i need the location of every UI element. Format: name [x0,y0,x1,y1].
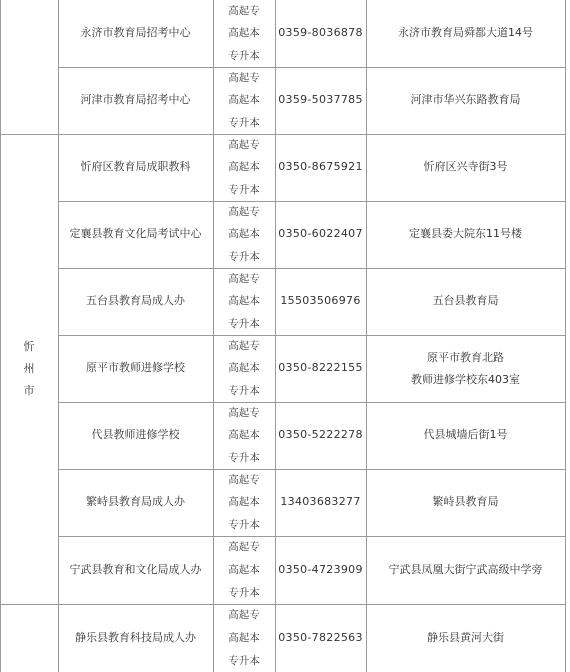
phone-cell: 0350-6022407 [278,227,363,241]
org-name-cell: 代县教师进修学校 [91,428,180,442]
address-cell [366,402,565,469]
education-level: 专升本 [228,384,260,397]
education-level: 专升本 [228,183,260,196]
phone-cell: 0350-4723909 [278,562,363,576]
education-levels-cell [213,402,275,469]
education-levels-cell [213,536,275,604]
phone-cell: 15503506976 [280,294,361,308]
phone-cell: 0350-5222278 [278,428,363,442]
education-level: 专升本 [228,654,260,667]
org-name-cell: 五台县教育局成人办 [86,294,185,308]
org-name-cell: 繁峙县教育局成人办 [86,495,185,509]
education-level: 高起专 [228,407,260,420]
education-level: 高起本 [228,496,260,509]
education-level: 高起本 [228,563,260,576]
education-level: 高起专 [228,72,260,85]
address-line: 忻府区兴寺街3号 [423,160,508,174]
education-level: 高起本 [228,161,260,174]
address-line: 原平市教育北路 [427,350,504,364]
table-row [0,268,570,335]
education-level: 专升本 [228,451,260,464]
address-cell [366,604,565,672]
grid-line [565,0,566,672]
education-level: 专升本 [228,518,260,531]
education-level: 高起专 [228,139,260,152]
grid-line [58,335,566,336]
education-level: 高起专 [228,340,260,353]
table-row [0,402,570,469]
address-line: 繁峙县教育局 [432,495,499,509]
education-level: 高起专 [228,541,260,554]
grid-line [0,0,1,672]
address-cell [366,134,565,201]
phone-cell: 13403683277 [280,495,361,509]
org-name-cell: 永济市教育局招考中心 [80,26,191,40]
education-level: 专升本 [228,586,260,599]
education-level: 高起本 [228,228,260,241]
address-line: 教师进修学校东403室 [411,372,520,386]
grid-line [58,402,566,403]
education-level: 高起本 [228,27,260,40]
address-line: 静乐县黄河大街 [427,630,504,644]
grid-line [58,134,566,135]
education-levels-cell [213,201,275,268]
education-level: 专升本 [228,250,260,263]
table-row [0,604,570,672]
grid-line [366,0,367,672]
education-levels-cell [213,268,275,335]
address-cell [366,335,565,402]
phone-cell: 0350-8222155 [278,361,363,375]
education-level: 高起本 [228,94,260,107]
education-levels-cell [213,67,275,134]
education-level: 高起本 [228,429,260,442]
city-char: 忻 [23,340,35,353]
education-level: 高起专 [228,609,260,622]
education-level: 高起专 [228,474,260,487]
grid-line [0,134,59,135]
education-level: 高起本 [228,295,260,308]
address-line: 五台县教育局 [432,294,499,308]
address-cell [366,268,565,335]
grid-line [58,201,566,202]
grid-line [275,0,276,672]
org-name-cell: 宁武县教育和文化局成人办 [69,562,202,576]
address-line: 河津市华兴东路教育局 [410,93,521,107]
education-levels-cell [213,134,275,201]
table-row [0,67,570,134]
address-cell [366,67,565,134]
education-level: 高起专 [228,273,260,286]
city-group-label [0,134,58,604]
education-levels-cell [213,0,275,67]
education-levels-cell [213,469,275,536]
grid-line [58,469,566,470]
address-cell [366,469,565,536]
org-name-cell: 河津市教育局招考中心 [80,93,191,107]
grid-line [58,536,566,537]
address-cell [366,201,565,268]
grid-line [58,67,566,68]
education-level: 专升本 [228,49,260,62]
grid-line [213,0,214,672]
address-line: 定襄县委大院东11号楼 [409,227,522,241]
city-char: 州 [23,362,35,375]
education-level: 专升本 [228,317,260,330]
grid-line [58,268,566,269]
org-name-cell: 定襄县教育文化局考试中心 [69,227,202,241]
table-row [0,201,570,268]
education-level: 高起本 [228,362,260,375]
education-level: 高起专 [228,5,260,18]
table-row [0,134,570,201]
grid-line [0,604,59,605]
table-row [0,469,570,536]
education-level: 高起本 [228,631,260,644]
education-levels-cell [213,335,275,402]
education-levels-cell [213,604,275,672]
grid-line [58,604,566,605]
phone-cell: 0359-8036878 [278,26,363,40]
phone-cell: 0359-5037785 [278,93,363,107]
address-line: 宁武县凤凰大街宁武高级中学旁 [388,562,543,576]
education-level: 专升本 [228,116,260,129]
education-level: 高起专 [228,206,260,219]
address-cell [366,0,565,67]
address-line: 代县城墙后街1号 [423,428,508,442]
org-name-cell: 原平市教师进修学校 [86,361,185,375]
table-row [0,536,570,604]
city-char: 市 [23,384,35,397]
phone-cell: 0350-7822563 [278,630,363,644]
org-name-cell: 忻府区教育局成职教科 [80,160,191,174]
phone-cell: 0350-8675921 [278,160,363,174]
table-row [0,0,570,67]
grid-line [58,0,59,672]
org-name-cell: 静乐县教育科技局成人办 [75,630,196,644]
address-line: 永济市教育局舜都大道14号 [398,26,533,40]
table-row [0,335,570,402]
address-cell [366,536,565,604]
